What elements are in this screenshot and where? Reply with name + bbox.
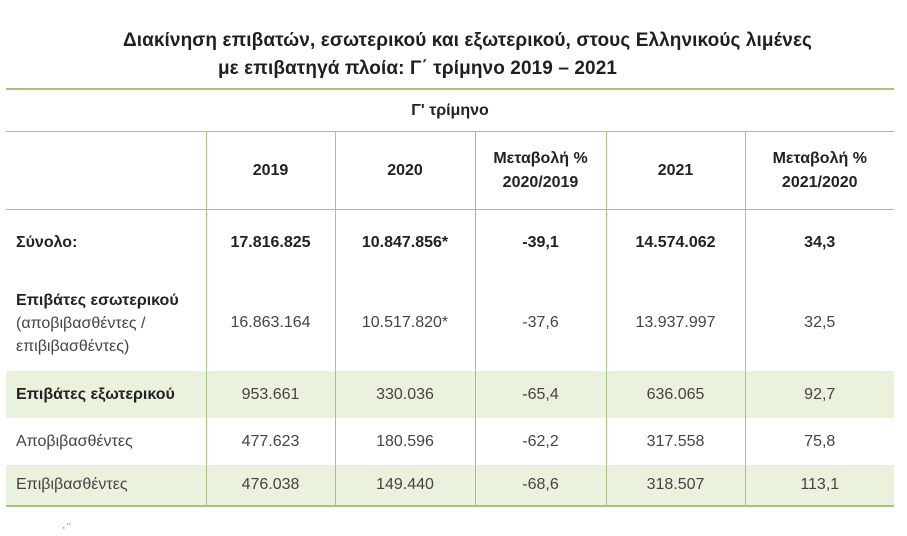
table-row xyxy=(6,465,894,506)
row-label: Αποβιβασθέντες xyxy=(16,432,133,450)
row-label: Επιβιβασθέντες xyxy=(6,465,206,506)
passenger-table xyxy=(6,88,894,507)
column-header: Μεταβολή % 2020/2019 xyxy=(475,132,606,210)
table-cell: 14.574.062 xyxy=(606,210,745,276)
table-cell: 180.596 xyxy=(335,418,475,465)
row-label: Επιβάτες εξωτερικού xyxy=(6,371,206,418)
table-cell: 636.065 xyxy=(606,371,745,418)
table-row xyxy=(6,210,894,276)
table-cell: -39,1 xyxy=(475,210,606,276)
table-cell: 317.558 xyxy=(606,418,745,465)
table-cell: -65,4 xyxy=(475,371,606,418)
table-cell: 477.623 xyxy=(206,418,335,465)
table-cell: 75,8 xyxy=(745,418,894,465)
table-cell: 16.863.164 xyxy=(206,275,335,371)
table-cell: 13.937.997 xyxy=(606,275,745,371)
header-empty-cell xyxy=(6,132,206,210)
period-header: Γ' τρίμηνο xyxy=(6,89,894,132)
table-cell: 34,3 xyxy=(745,210,894,276)
table-row xyxy=(6,371,894,418)
table-row xyxy=(6,275,894,371)
table-row xyxy=(6,418,894,465)
row-label: Σύνολο: xyxy=(16,233,78,251)
row-sublabel: (αποβιβασθέντες / επιβιβασθέντες) xyxy=(16,314,146,355)
column-header: 2019 xyxy=(206,132,335,210)
table-cell: 476.038 xyxy=(206,465,335,506)
table-cell: 92,7 xyxy=(745,371,894,418)
column-header: Μεταβολή % 2021/2020 xyxy=(745,132,894,210)
title-line-2: με επιβατηγά πλοία: Γ΄ τρίμηνο 2019 – 2021 xyxy=(217,58,618,79)
row-label: Επιβάτες εσωτερικού xyxy=(16,291,179,309)
table-cell: -62,2 xyxy=(475,418,606,465)
table-cell: 10.517.820* xyxy=(335,275,475,371)
title-line-1: Διακίνηση επιβατών, εσωτερικού και εξωτερικού, στους Ελληνικούς λιμένες xyxy=(122,30,813,51)
table-cell: -68,6 xyxy=(475,465,606,506)
footnote-mark: · ̈ xyxy=(62,522,69,534)
row-label-cell xyxy=(6,275,206,371)
column-header: 2021 xyxy=(606,132,745,210)
table-cell: 318.507 xyxy=(606,465,745,506)
table-cell: 953.661 xyxy=(206,371,335,418)
table-cell: -37,6 xyxy=(475,275,606,371)
table-cell: 113,1 xyxy=(745,465,894,506)
column-header: 2020 xyxy=(335,132,475,210)
table-cell: 330.036 xyxy=(335,371,475,418)
table-cell: 17.816.825 xyxy=(206,210,335,276)
table-cell: 149.440 xyxy=(335,465,475,506)
table-cell: 10.847.856* xyxy=(335,210,475,276)
table-cell: 32,5 xyxy=(745,275,894,371)
